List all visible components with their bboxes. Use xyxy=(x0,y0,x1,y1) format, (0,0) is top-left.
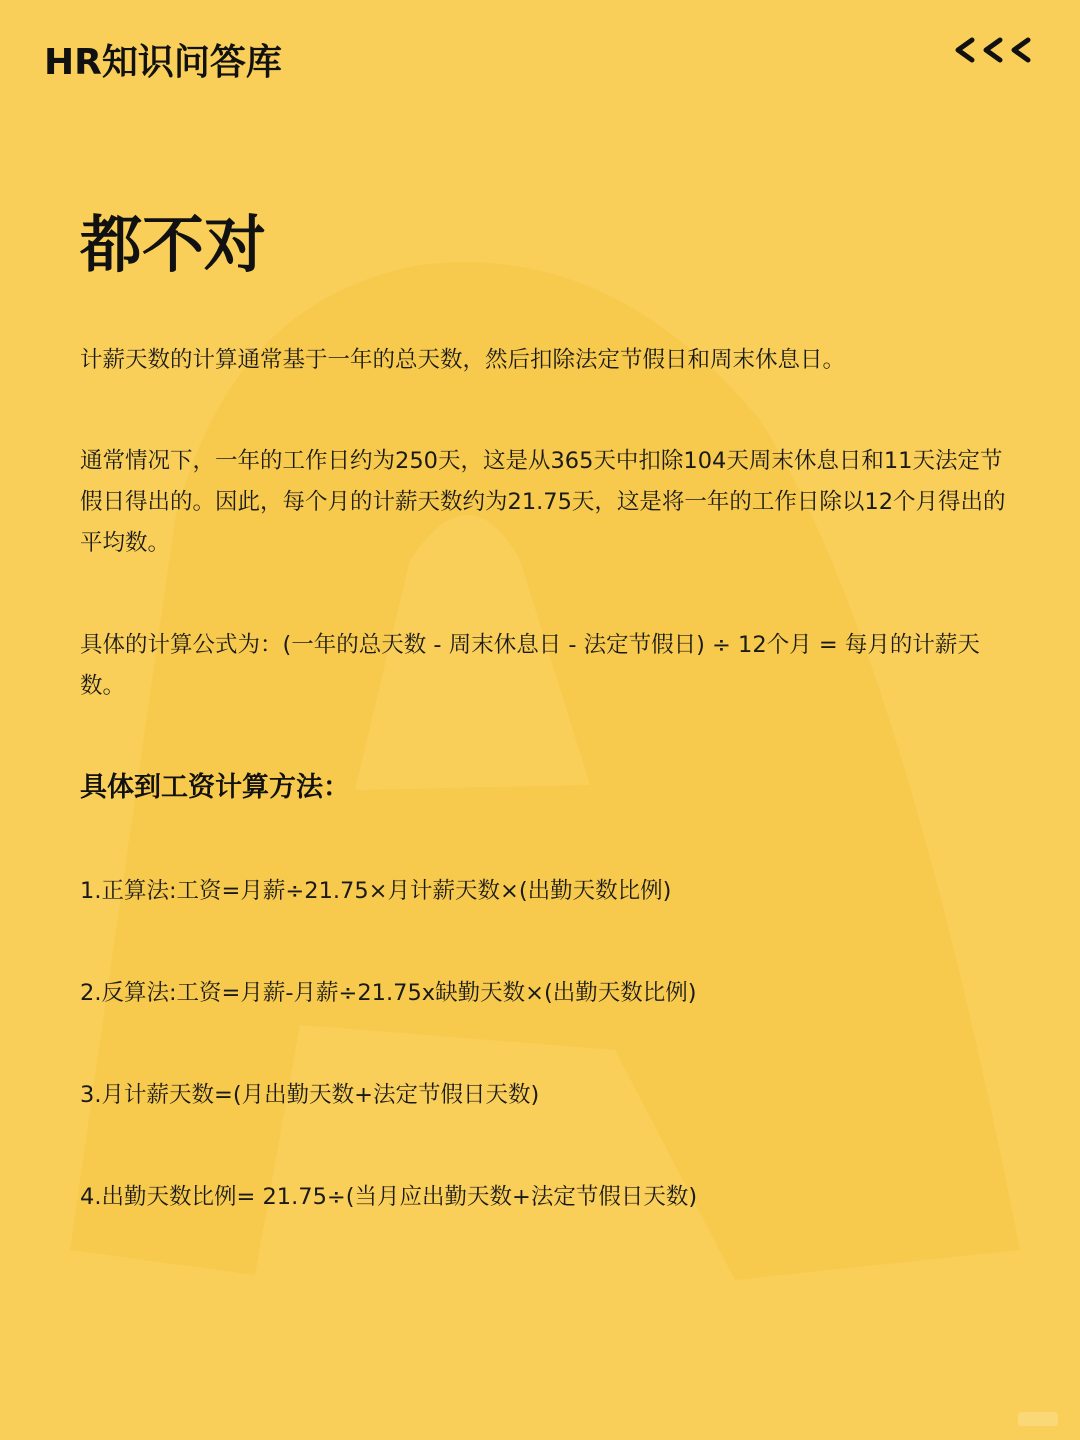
method-item: 2.反算法:工资=月薪-月薪÷21.75x缺勤天数×(出勤天数比例) xyxy=(80,980,697,1006)
method-item: 3.月计薪天数=(月出勤天数+法定节假日天数) xyxy=(80,1082,540,1108)
answer-title: 都不对 xyxy=(80,208,267,281)
paragraph-formula: 具体的计算公式为：(一年的总天数 - 周末休息日 - 法定节假日) ÷ 12个月 = 每月的计薪天数。 xyxy=(80,632,980,699)
brand-title: HR知识问答库 xyxy=(44,42,282,83)
paragraph-intro: 计薪天数的计算通常基于一年的总天数，然后扣除法定节假日和周末休息日。 xyxy=(80,347,846,373)
method-item: 4.出勤天数比例= 21.75÷(当月应出勤天数+法定节假日天数) xyxy=(80,1184,698,1210)
paragraph-working-days: 通常情况下，一年的工作日约为250天，这是从365天中扣除104天周末休息日和11天法定节假日得出的。因此，每个月的计薪天数约为21.75天，这是将一年的工作日除以12个月得出的平均数。 xyxy=(80,448,1006,556)
triple-chevron-left-icon[interactable] xyxy=(954,34,1036,66)
method-item: 1.正算法:工资=月薪÷21.75×月计薪天数×(出勤天数比例) xyxy=(80,878,672,904)
watermark xyxy=(1018,1412,1058,1426)
header xyxy=(44,32,1036,92)
methods-heading: 具体到工资计算方法： xyxy=(80,772,350,803)
